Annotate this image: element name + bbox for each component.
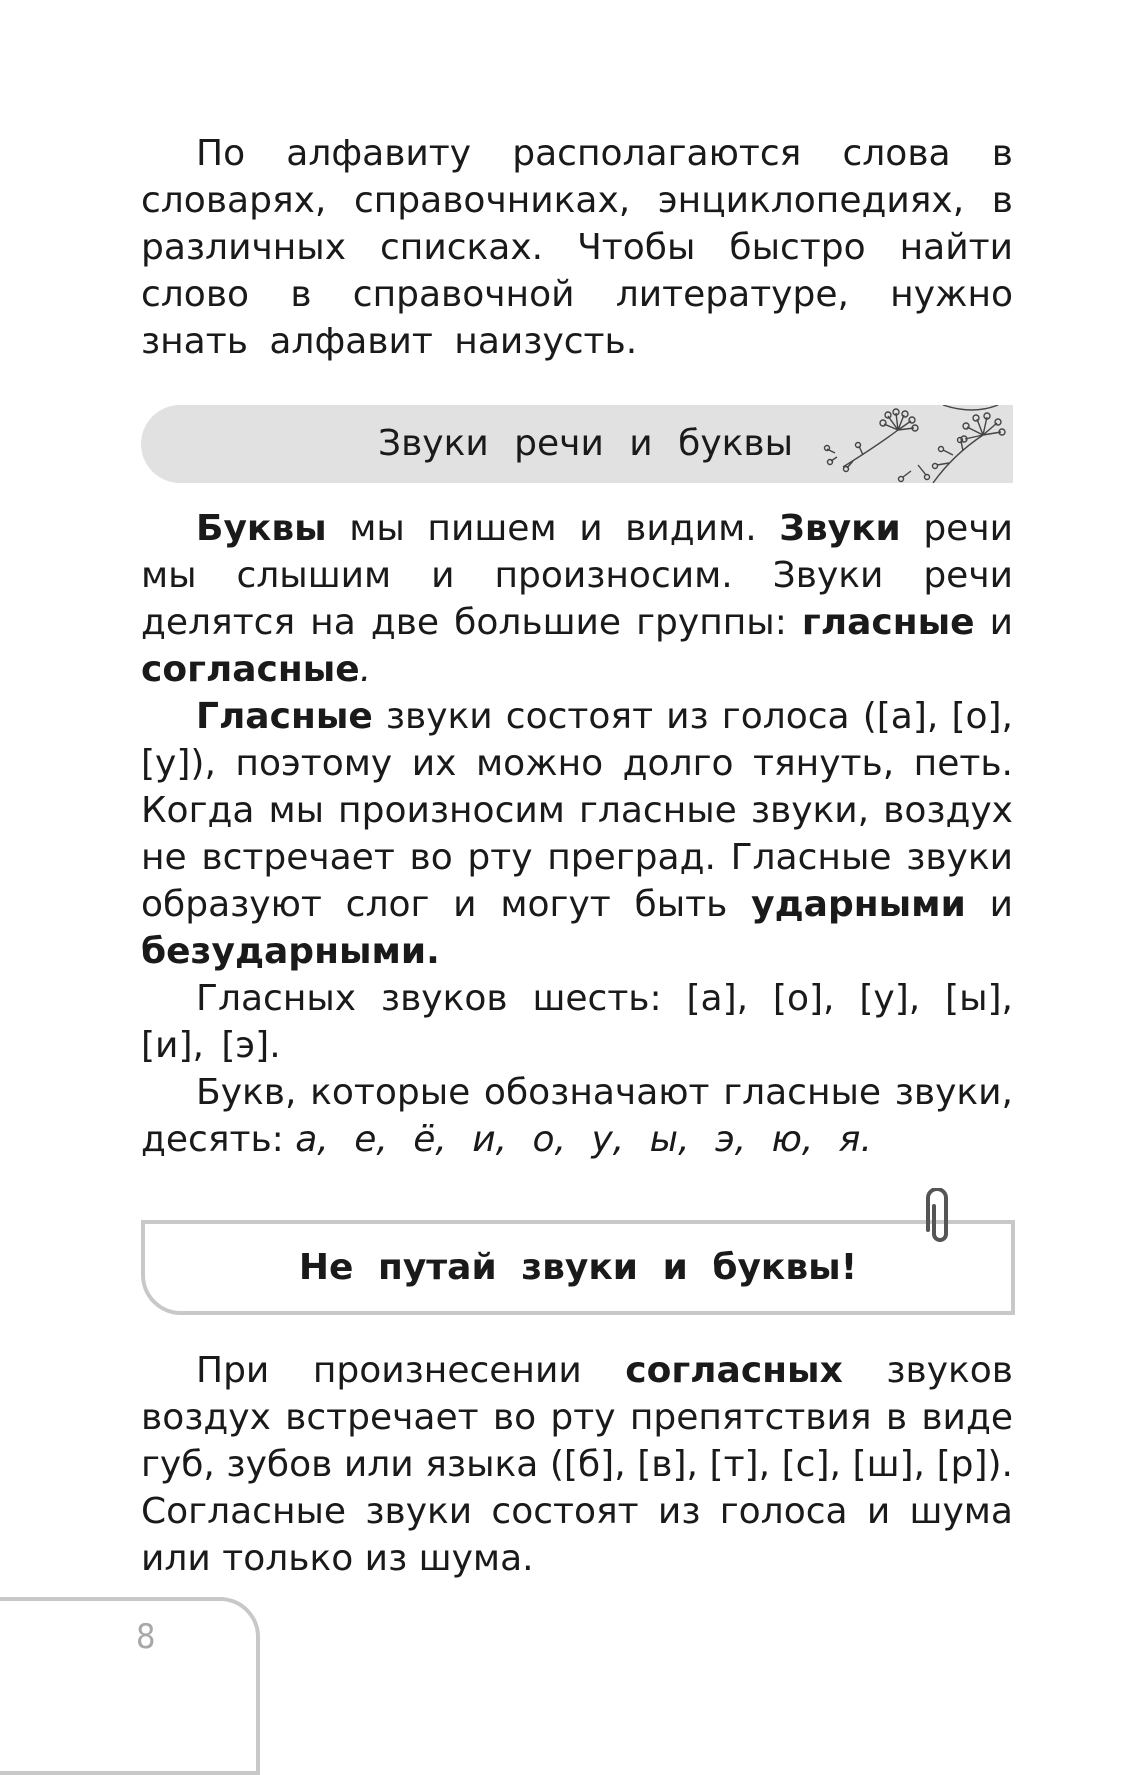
dandelion-seeds-icon <box>823 405 1013 483</box>
text-run: звуки состоят из голоса ([а], [о], [у]), поэтому их можно долго тянуть, петь. Когда мы произносим гласные звуки, воздух не встречает во рту преград. Гласные звуки образуют слог и могут быть <box>141 696 1013 925</box>
warning-title: Не путай звуки и буквы! <box>298 1247 858 1288</box>
consonants-paragraph <box>141 1347 1013 1582</box>
term-consonants-bold: согласных <box>625 1350 843 1391</box>
text-run: звуков воздух встречает во рту препятствия в виде губ, зубов или языка ([б], [в], [т], [с], [ш], [р]). Согласные звуки состоят из голоса и шума или только из шума. <box>141 1350 1014 1579</box>
text-run: . <box>359 649 372 690</box>
text-run: речи мы слышим и произносим. Звуки речи делятся на две большие группы: <box>141 508 1013 643</box>
intro-paragraph: По алфавиту располагаются слова в словарях, справочниках, энциклопедиях, в различных списках. Чтобы быстро найти слово в справочной литературе, нужно знать алфавит наизусть. <box>141 133 1013 362</box>
text-run: и <box>965 884 1013 925</box>
term-sounds: Звуки <box>779 508 901 549</box>
text-run: и <box>974 602 1013 643</box>
paperclip-icon <box>925 1188 955 1248</box>
section-header <box>141 405 1013 483</box>
term-unstressed: безударными. <box>141 931 440 972</box>
text-run: Букв, которые обозначают гласные звуки, десять: <box>141 1072 1013 1160</box>
term-letters: Буквы <box>196 508 327 549</box>
text-run: При произнесении <box>196 1350 626 1391</box>
text-run: мы пишем и видим. <box>326 508 780 549</box>
section-title: Звуки речи и буквы <box>378 423 794 464</box>
term-consonants: согласные <box>141 649 360 690</box>
page-number-tab <box>0 1597 260 1775</box>
vowel-letters-paragraph <box>141 1069 1013 1163</box>
term-vowels: гласные <box>801 602 975 643</box>
vowel-letters-list: а, е, ё, и, о, у, ы, э, ю, я. <box>295 1119 872 1160</box>
page-number: 8 <box>136 1617 156 1657</box>
letters-sounds-paragraph <box>141 505 1013 693</box>
term-vowels-heading: Гласные <box>196 696 373 737</box>
vowel-count-paragraph: Гласных звуков шесть: [а], [о], [у], [ы], [и], [э]. <box>141 978 1013 1066</box>
term-stressed: ударными <box>751 884 966 925</box>
vowels-paragraph <box>141 693 1013 975</box>
warning-box <box>141 1220 1015 1315</box>
